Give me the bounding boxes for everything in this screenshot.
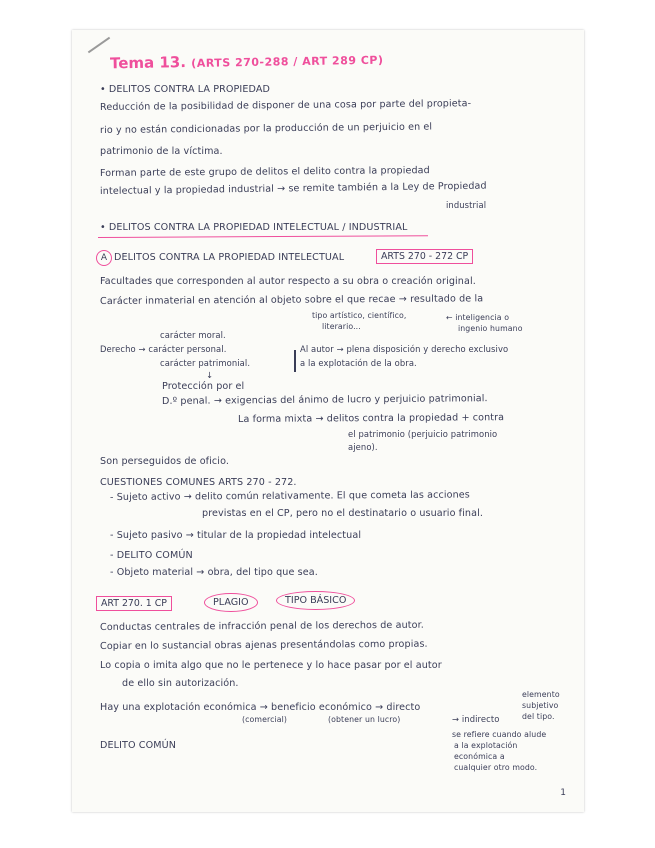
section-a-heading [96,250,344,266]
derecho-caracter-personal: Derecho → carácter personal. [100,344,227,354]
text-line: Copiar en lo sustancial obras ajenas presentándolas como propias. [99,638,428,652]
explotacion-economica: Hay una explotación económica → beneficio económico → directo [100,702,421,713]
forma-mixta-line: La forma mixta → delitos contra la propiedad + contra [237,412,505,425]
sujeto-activo: - Sujeto activo → delito común relativamente. El que cometa las acciones [109,489,470,503]
note-economica: económica a [454,752,505,761]
page-title [110,50,384,73]
note-literario: literario... [322,322,361,331]
tipo-basico-oval: TIPO BÁSICO [276,591,355,610]
note-elemento: elemento [522,690,560,699]
text-line: Carácter inmaterial en atención al objeto sobre el que recae → resultado de la [99,293,484,307]
note-del-tipo: del tipo. [522,712,555,721]
down-arrow: ↓ [206,370,214,380]
page-number: 1 [560,788,566,798]
heading-underline [98,235,428,238]
caracter-moral: carácter moral. [160,330,226,340]
note-cualquier: cualquier otro modo. [454,763,538,772]
note-lucro: (obtener un lucro) [328,715,401,724]
objeto-material: - Objeto material → obra, del tipo que sea. [110,567,318,578]
text-line: Facultades que corresponden al autor respecto a su obra o creación original. [100,276,476,287]
explotacion-obra: a la explotación de la obra. [300,358,417,368]
title-refs: (ARTS 270-288 / ART 289 CP) [191,53,384,70]
text-line: Son perseguidos de oficio. [100,456,230,467]
note-tipo-artistico: tipo artístico, científico, [312,311,407,320]
ajeno-line: ajeno). [348,442,378,452]
cuestiones-comunes: CUESTIONES COMUNES ARTS 270 - 272. [100,477,297,488]
note-inteligencia: ← inteligencia o [446,313,510,322]
articles-box: ARTS 270 - 272 CP [376,249,473,264]
text-line: Conductas centrales de infracción penal de los derechos de autor. [99,619,424,633]
notebook-page [72,30,584,812]
sujeto-pasivo: - Sujeto pasivo → titular de la propiedad intelectual [110,530,362,541]
proteccion-line: Protección por el [162,381,245,392]
heading-delitos-intelectual: • DELITOS CONTRA LA PROPIEDAD INTELECTUAL / INDUSTRIAL [100,222,408,233]
text-line: Lo copia o imita algo que no le pertenece y lo hace pasar por el autor [100,660,442,671]
note-subjetivo: subjetivo [522,701,559,710]
caracter-patrimonial: carácter patrimonial. [160,358,251,368]
text-line: industrial [446,200,487,210]
text-line: Forman parte de este grupo de delitos el delito contra la propiedad [99,165,430,179]
al-autor-disposicion: Al autor → plena disposición y derecho exclusivo [300,344,509,354]
heading-delitos-propiedad: • DELITOS CONTRA LA PROPIEDAD [100,84,270,95]
text-line: intelectual y la propiedad industrial → se remite también a la Ley de Propiedad [99,180,487,197]
text-line: de ello sin autorización. [122,678,239,689]
text-line: rio y no están condicionadas por la producción de un perjuicio en el [99,121,433,136]
delito-comun-item: - DELITO COMÚN [110,550,193,561]
derecho-penal-line: D.º penal. → exigencias del ánimo de lucro y perjuicio patrimonial. [161,393,488,407]
section-letter-badge: A [96,250,112,266]
sujeto-activo-cont: previstas en el CP, pero no el destinatario o usuario final. [202,508,483,519]
note-indirecto: → indirecto [452,714,500,724]
plagio-oval: PLAGIO [204,593,258,612]
delito-comun-final: DELITO COMÚN [100,740,177,751]
section-a-title: DELITOS CONTRA LA PROPIEDAD INTELECTUAL [114,252,345,263]
title-main: Tema 13. [109,53,187,73]
patrimonio-line: el patrimonio (perjuicio patrimonio [348,429,498,439]
art-270-box: ART 270. 1 CP [96,596,172,611]
bracket-mark [294,350,296,372]
note-la-explotacion: a la explotación [454,741,518,750]
text-line: Reducción de la posibilidad de disponer de una cosa por parte del propieta- [99,98,472,113]
note-ingenio: ingenio humano [458,324,523,333]
note-comercial: (comercial) [242,715,288,724]
text-line: patrimonio de la víctima. [100,146,223,157]
note-se-refiere: se refiere cuando alude [452,730,547,739]
